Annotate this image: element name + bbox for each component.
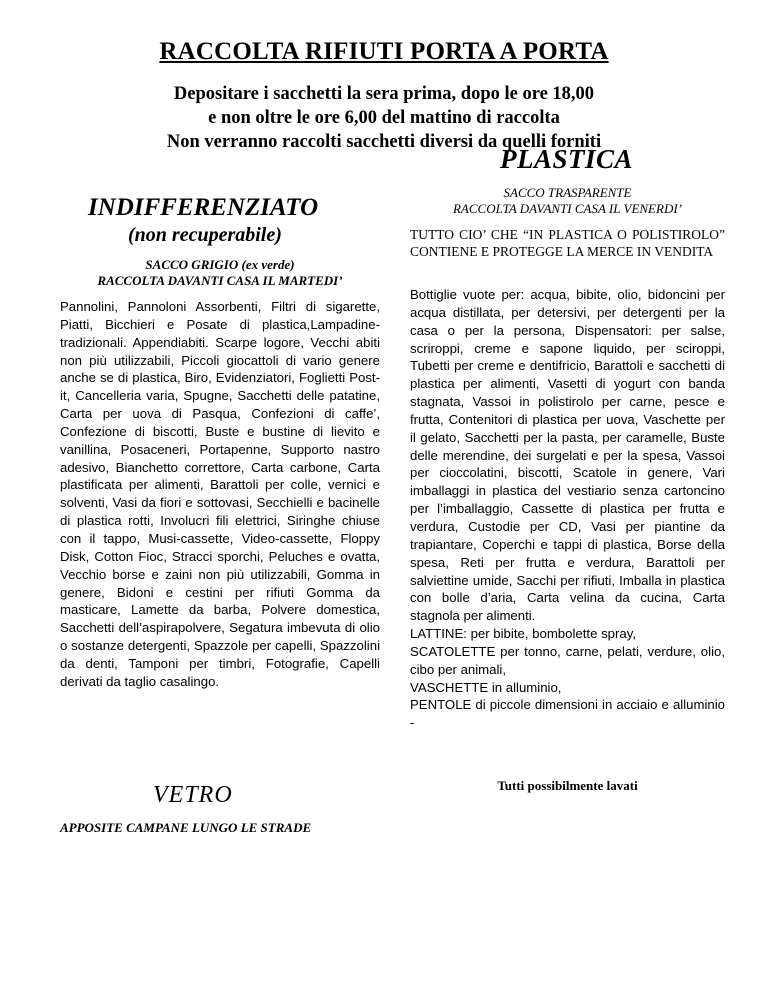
plastica-intro: TUTTO CIO’ CHE “IN PLASTICA O POLISTIROLO” CONTIENE E PROTEGGE LA MERCE IN VENDITA [410, 227, 725, 259]
collection-day: RACCOLTA DAVANTI CASA IL VENERDI’ [452, 201, 682, 216]
notice-line: Non verranno raccolti sacchetti diversi da quelli forniti [166, 132, 602, 152]
plastica-heading: PLASTICA [500, 144, 634, 174]
plastica-items-text: Bottiglie vuote per: acqua, bibite, olio, bidoncini per acqua distillata, per detersivi, per detergenti per la casa o per la persona, Dispensatori: per salse, scriroppi, creme e sapone liquido, per sciroppi, Tubetti per creme e dentifricio, Barattoli e sacchetti di plastica per alimenti, Vasetti di yogurt con banda stagnata, Vassoi in polistirolo per carne, pesce e frutta, Contenitori di plastica per uova, Vaschette per il gelato, Sacchetti per la pasta, per caramelle, Buste delle merendine, dei surgelati e per la spesa, Vassoi per cioccolatini, biscotti, Scatole in genere, Vari imballaggi in plastica del vestiario senza cartoncino per l’imballaggio, Cassette di plastica per frutta e verdura, Custodie per CD, Vasi per piantine da trapiantare, Coperchi e tappi di plastica, Borse della spesa, Reti per frutta e verdura, Barattoli per salviettine umide, Sacchi per rifiuti, Imballa in plastica con bolle d’aria, Carta velina da cucina, Carta stagnola per alimenti. [410, 287, 725, 624]
vetro-subtitle: APPOSITE CAMPANE LUNGO LE STRADE [60, 820, 312, 835]
indifferenziato-items: Pannolini, Pannoloni Assorbenti, Filtri di sigarette, Piatti, Bicchieri e Posate di plastica,Lampadine-tradizionali. Appendiabiti. Scarpe logore, Vecchi abiti non più utilizzabili, Piccoli giocattoli di vario genere anche se di plastica, Biro, Evidenziatori, Foglietti Post-it, Cancelleria varia, Spugne, Sacchetti delle patatine, Carta per uova di Pasqua, Confezioni di caffe’, Confezione di biscotti, Buste e bustine di lievito e vanillina, Posaceneri, Portapenne, Supporto nastro adesivo, Bianchetto correttore, Carta carbone, Carta plastificata per alimenti, Barattoli per colle, vernici e solventi, Vasi da fiori e sottovasi, Secchielli e bacinelle di plastica rotti, Involucri fili elettrici, Siringhe chiuse con il tappo, Musi-cassette, Video-cassette, Floppy Disk, Cotton Fioc, Stracci sporchi, Peluches e ovatta, Vecchio borse e zaini non più utilizzabili, Gomma in genere, Bidoni e cestini per rifiuti Gomma da masticare, Lamette da barba, Polvere domestica, Sacchetti dell’aspirapolvere, Segatura imbevuta di olio o sostanze detergenti, Spazzole per capelli, Spazzolini da denti, Tamponi per timbri, Fotografie, Capelli derivati da taglio casalingo. [60, 299, 380, 689]
indifferenziato-subtitle: (non recuperabile) [128, 224, 282, 246]
pentole-line: PENTOLE di piccole dimensioni in acciaio e alluminio - [410, 697, 725, 731]
page-title: RACCOLTA RIFIUTI PORTA A PORTA [159, 38, 609, 65]
plastica-footer-note: Tutti possibilmente lavati [497, 778, 638, 793]
plastica-bag-info [410, 185, 725, 217]
indifferenziato-bag-info [60, 257, 380, 289]
vaschette-line: VASCHETTE in alluminio, [410, 679, 562, 695]
bag-type: SACCO GRIGIO (ex verde) [145, 257, 295, 272]
notice-line: e non oltre le ore 6,00 del mattino di raccolta [208, 108, 560, 128]
vetro-heading: VETRO [153, 782, 233, 808]
collection-notice [0, 82, 768, 154]
notice-line: Depositare i sacchetti la sera prima, dopo le ore 18,00 [173, 84, 595, 104]
scatolette-line: SCATOLETTE per tonno, carne, pelati, verdure, olio, cibo per animali, [410, 643, 725, 677]
indifferenziato-heading: INDIFFERENZIATO [88, 194, 319, 221]
collection-day: RACCOLTA DAVANTI CASA IL MARTEDI’ [97, 273, 343, 288]
lattine-line: LATTINE: per bibite, bombolette spray, [410, 626, 636, 642]
bag-type: SACCO TRASPARENTE [503, 185, 632, 200]
plastica-items [410, 286, 725, 732]
